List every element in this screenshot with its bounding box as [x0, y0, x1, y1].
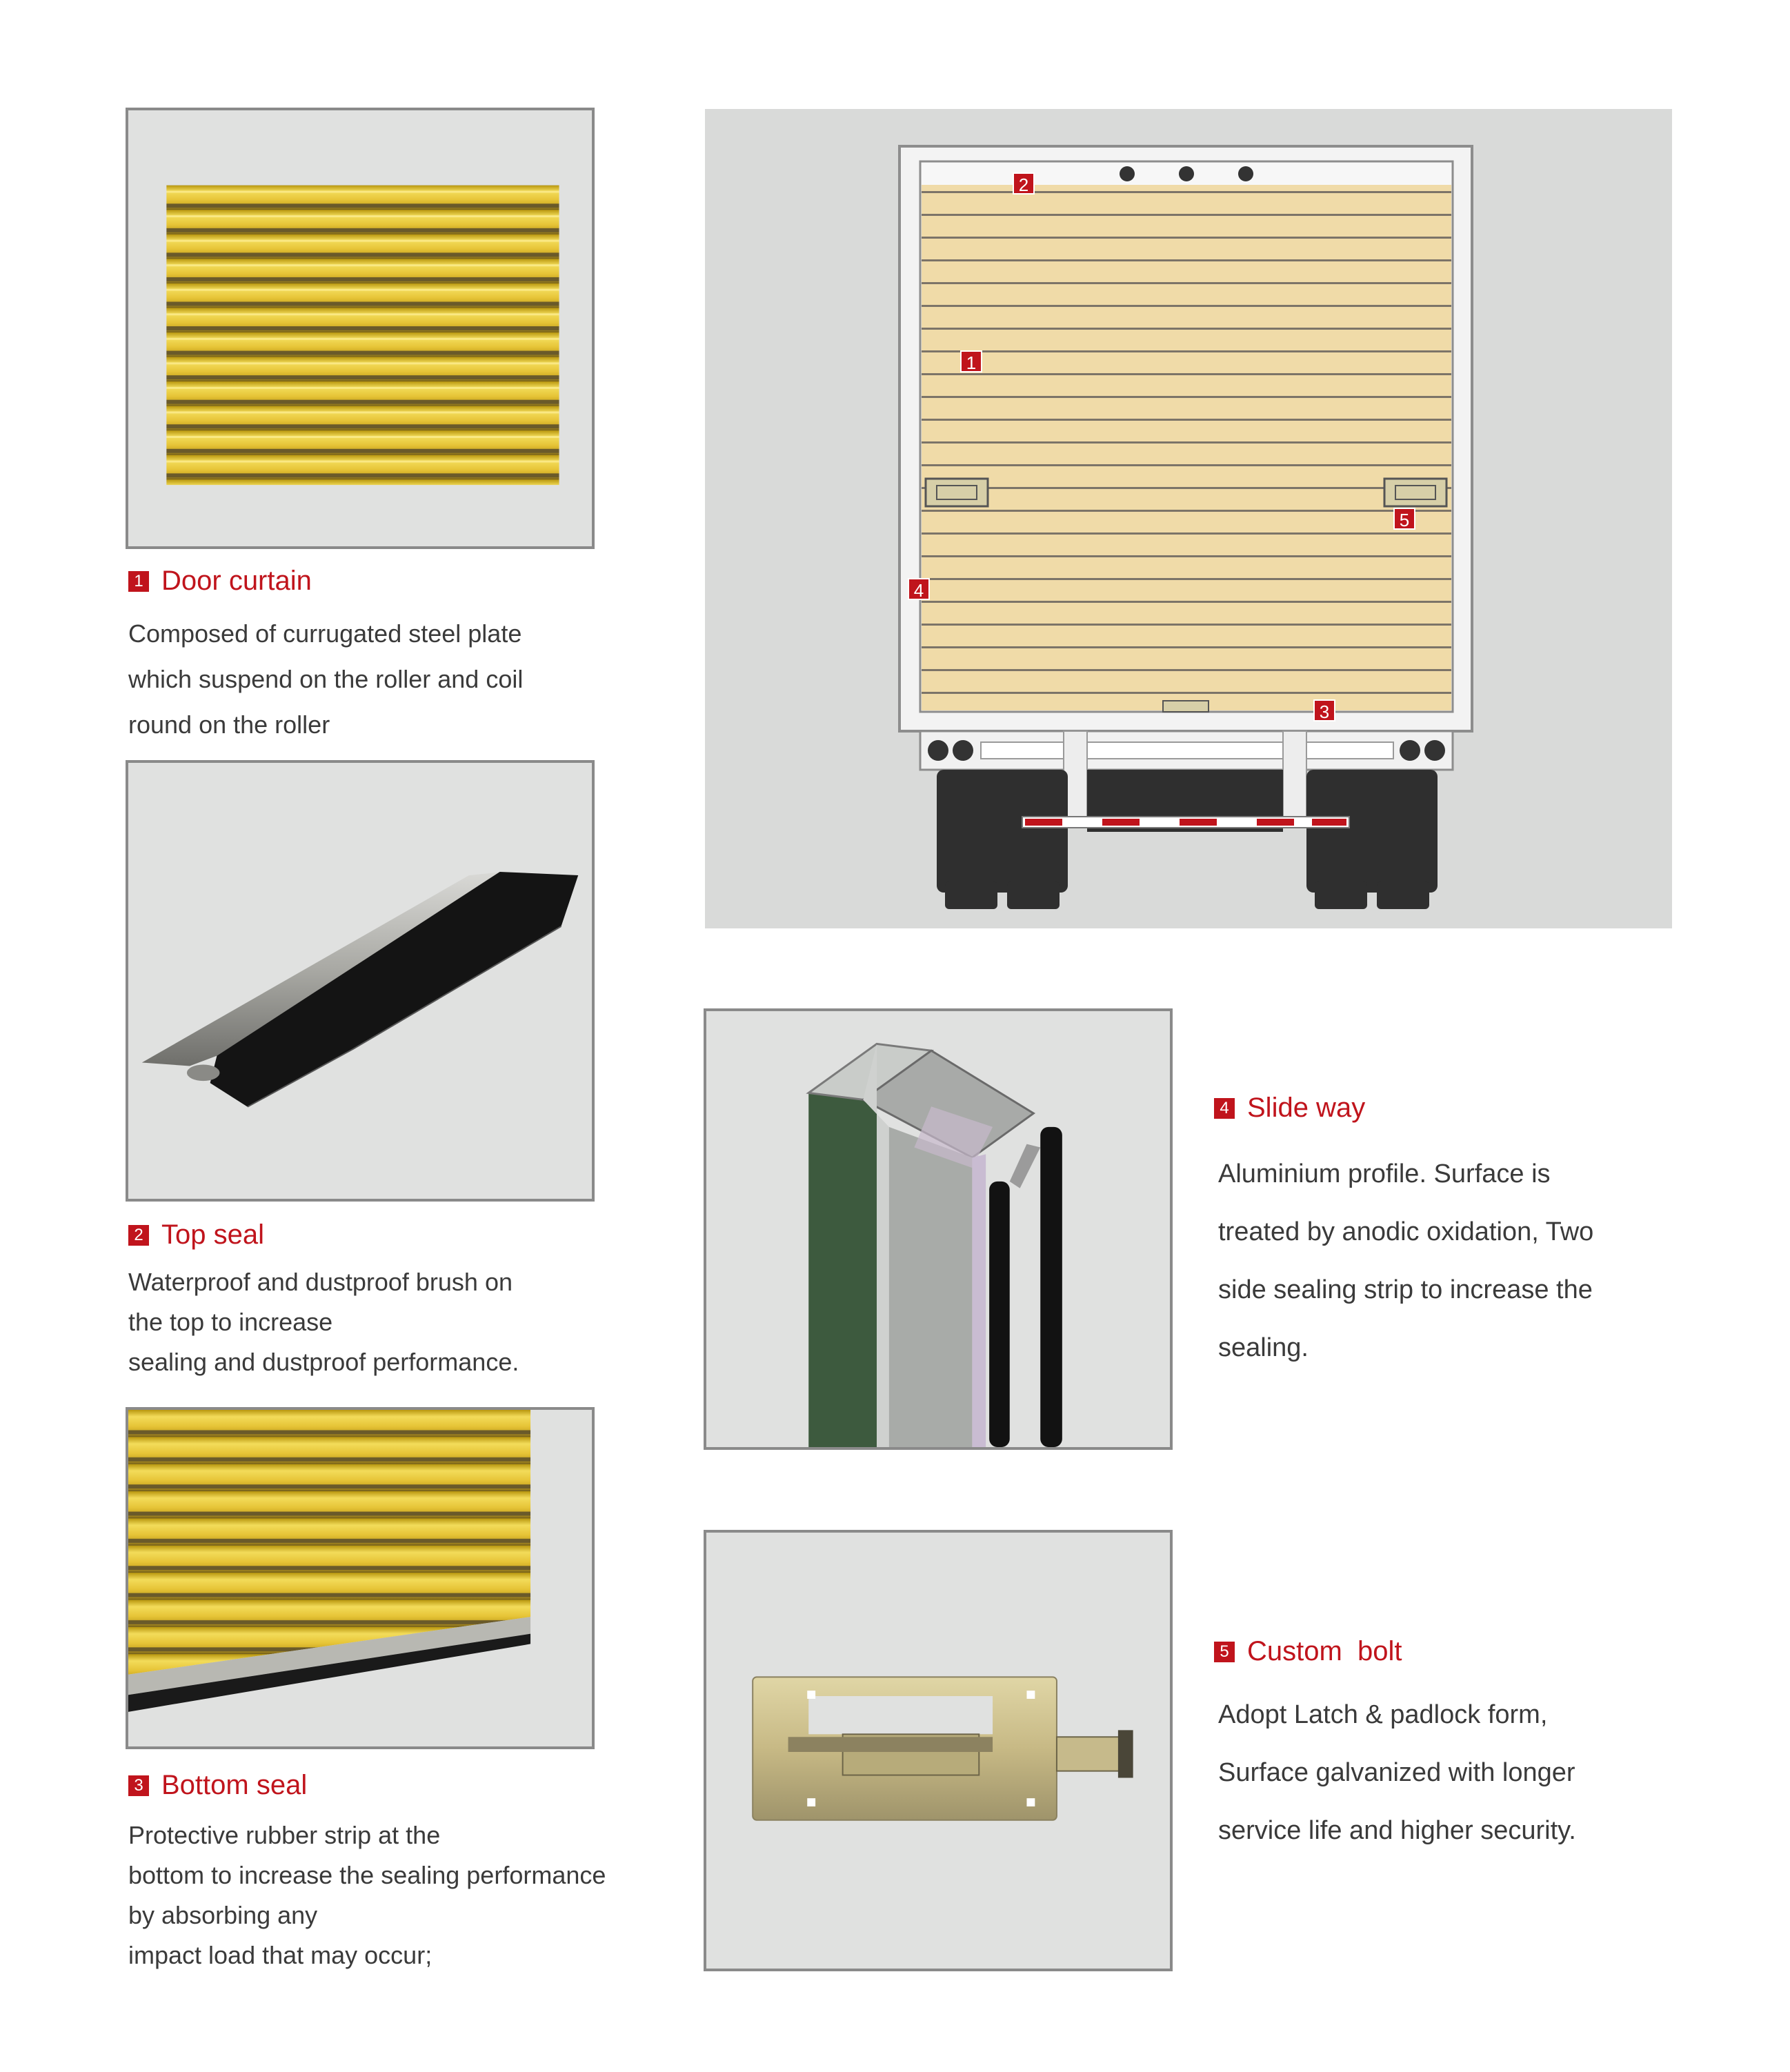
corrugated-slats: [166, 186, 559, 486]
top-seal-line: Waterproof and dustproof brush on: [128, 1268, 513, 1296]
bottom-seal-line: impact load that may occur;: [128, 1941, 432, 1969]
rear-wheels-left: [937, 770, 1068, 893]
door-curtain-line: Composed of currugated steel plate: [128, 619, 522, 648]
door-curtain-line: which suspend on the roller and coil: [128, 665, 524, 693]
top-seal-description: [128, 1262, 519, 1382]
rolling-door-curtain: [922, 185, 1451, 710]
custom-bolt-image: [704, 1530, 1173, 1971]
slide-way-line: treated by anodic oxidation, Two: [1218, 1217, 1594, 1246]
bolt-pin: [1057, 1737, 1125, 1771]
truck-rear-diagram: [705, 109, 1672, 928]
door-curtain-title: Door curtain: [161, 566, 312, 596]
slide-way-image: [704, 1008, 1173, 1450]
side-latch: [1384, 479, 1446, 506]
tail-light: [953, 740, 973, 761]
top-seal-title: Top seal: [161, 1219, 264, 1250]
profile-outer-green: [808, 1044, 877, 1447]
bottom-seal-line: bottom to increase the sealing performance: [128, 1861, 606, 1889]
bottom-seal-line: Protective rubber strip at the: [128, 1821, 441, 1849]
bottom-seal-line: by absorbing any: [128, 1901, 318, 1929]
custom-bolt-heading: [1214, 1636, 1402, 1667]
top-seal-line: sealing and dustproof performance.: [128, 1348, 519, 1376]
slide-way-line: side sealing strip to increase the: [1218, 1275, 1593, 1304]
door-curtain-heading: [128, 566, 312, 597]
bottom-seal-description: [128, 1815, 606, 1975]
door-curtain-line: round on the roller: [128, 710, 330, 739]
slide-way-line: sealing.: [1218, 1333, 1309, 1362]
tail-light: [1424, 740, 1445, 761]
door-handle: [1163, 701, 1209, 712]
tail-light: [1400, 740, 1420, 761]
sealing-strip-right: [1040, 1127, 1062, 1447]
slide-way-description: [1218, 1145, 1593, 1377]
slide-way-line: Aluminium profile. Surface is: [1218, 1159, 1551, 1188]
side-latch: [926, 479, 988, 506]
bottom-seal-heading: [128, 1770, 307, 1801]
bottom-seal-title: Bottom seal: [161, 1770, 308, 1800]
door-curtain-number: 1: [128, 571, 149, 592]
bottom-seal-image: [126, 1407, 595, 1749]
custom-bolt-description: [1218, 1686, 1576, 1860]
custom-bolt-title: Custom bolt: [1247, 1636, 1402, 1666]
top-seal-image: [126, 760, 595, 1202]
marker-top-seal: 2: [1013, 172, 1035, 195]
marker-bottom-seal: 3: [1313, 699, 1335, 721]
tail-light: [928, 740, 948, 761]
roof-light: [1238, 166, 1253, 181]
slide-way-title: Slide way: [1247, 1093, 1366, 1123]
top-seal-heading: [128, 1219, 264, 1251]
custom-bolt-line: Surface galvanized with longer: [1218, 1758, 1575, 1787]
brush-bristles: [210, 872, 579, 1107]
marker-door-curtain: 1: [960, 350, 982, 372]
rear-wheels-right: [1306, 770, 1438, 893]
door-curtain-description: [128, 611, 523, 748]
marker-custom-bolt: 5: [1393, 508, 1415, 530]
bottom-seal-number: 3: [128, 1775, 149, 1796]
door-curtain-image: [126, 108, 595, 549]
roof-light: [1179, 166, 1194, 181]
custom-bolt-line: service life and higher security.: [1218, 1816, 1576, 1845]
profile-face-grey: [889, 1127, 973, 1447]
marker-slide-way: 4: [908, 578, 930, 600]
custom-bolt-line: Adopt Latch & padlock form,: [1218, 1700, 1548, 1729]
sealing-strip-left: [989, 1182, 1010, 1447]
top-seal-number: 2: [128, 1225, 149, 1246]
top-seal-line: the top to increase: [128, 1308, 333, 1336]
custom-bolt-number: 5: [1214, 1642, 1235, 1662]
roof-light: [1120, 166, 1135, 181]
slide-way-number: 4: [1214, 1098, 1235, 1119]
slide-way-heading: [1214, 1093, 1365, 1124]
